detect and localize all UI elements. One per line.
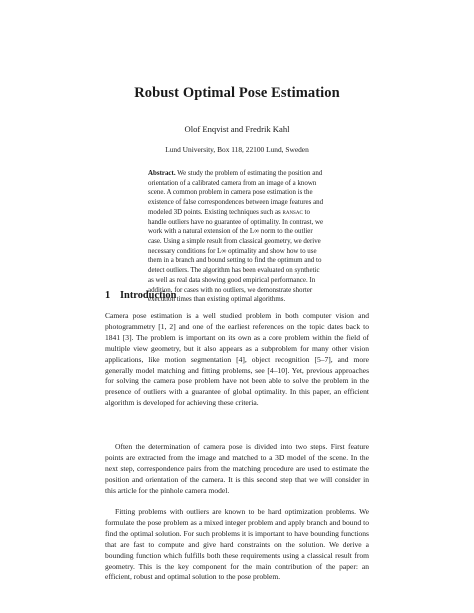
abstract-text-3: norm to the outlier case. Using a simple result from classical geometry, we derive necessary conditions for [148, 227, 321, 255]
intro-paragraph-1: Camera pose estimation is a well studied problem in both computer vision and photogrammetry [1, 2] and one of the earliest references on the topic dates back to 1841 [3]. The problem is important on its own as a core problem within the field of multiple view geometry, but it also appears as a subproblem for many other vision applications, like motion segmentation [4], object recognition [5–7], and more generally model matching and fitting problems, see [4–10]. Yet, previous approaches for solving the camera pose problem have not been able to solve the problem in the presence of outliers with a guarantee of global optimality. In this paper, an efficient algorithm is developed for achieving these criteria. [105, 311, 369, 408]
abstract-text-1: We study the problem of estimating the position and orientation of a calibrated camera from an image of a known scene. A common problem in camera pose estimation is the existence of false correspondences between image features and modeled 3D points. Existing techniques such as [148, 169, 324, 216]
paper-title: Robust Optimal Pose Estimation [134, 85, 340, 101]
intro-paragraph-3: Fitting problems with outliers are known to be hard optimization problems. We formulate the pose problem as a mixed integer problem and apply branch and bound to find the optimal solution. For such problems it is important to have bounding functions that are fast to compute and give hard constraints on the solution. We derive a bounding function which fulfills both these requirements using a classical result from geometry. This is the key component for the main contribution of the paper: an efficient, robust and optimal solution to the pose problem. [105, 507, 369, 582]
abstract-text-2: to handle outliers have no guarantee of optimality. In contrast, we work with a natural extension of the [148, 207, 324, 236]
paper-authors: Olof Enqvist and Fredrik Kahl [184, 124, 290, 134]
section-title: Introduction [120, 290, 177, 301]
intro-paragraph-2: Often the determination of camera pose is divided into two steps. First feature points are extracted from the image and matched to a 3D model of the scene. In the next step, correspondence pairs from the matching procedure are used to estimate the position and orientation of the camera. It is this second step that we will consider in this article for the pinhole camera model. [105, 442, 369, 495]
section-number: 1 [105, 290, 111, 301]
abstract-norm-2: L∞ [217, 246, 227, 255]
abstract-norm-1: L∞ [249, 227, 260, 236]
abstract-text-4: optimality and show how to use them in a branch and bound setting to find the optimum and to detect outliers. The algorithm has been evaluated on synthetic as well as real data showing good empirical performance. In addition, for cases with no outliers, we demonstrate shorter execution times than existing optimal algorithms. [148, 246, 322, 304]
abstract-ransac: ransac [282, 207, 303, 216]
abstract-label: Abstract. [148, 169, 176, 177]
abstract [148, 169, 326, 305]
paper-affiliation: Lund University, Box 118, 22100 Lund, Sweden [165, 145, 309, 154]
section-heading [105, 290, 176, 301]
